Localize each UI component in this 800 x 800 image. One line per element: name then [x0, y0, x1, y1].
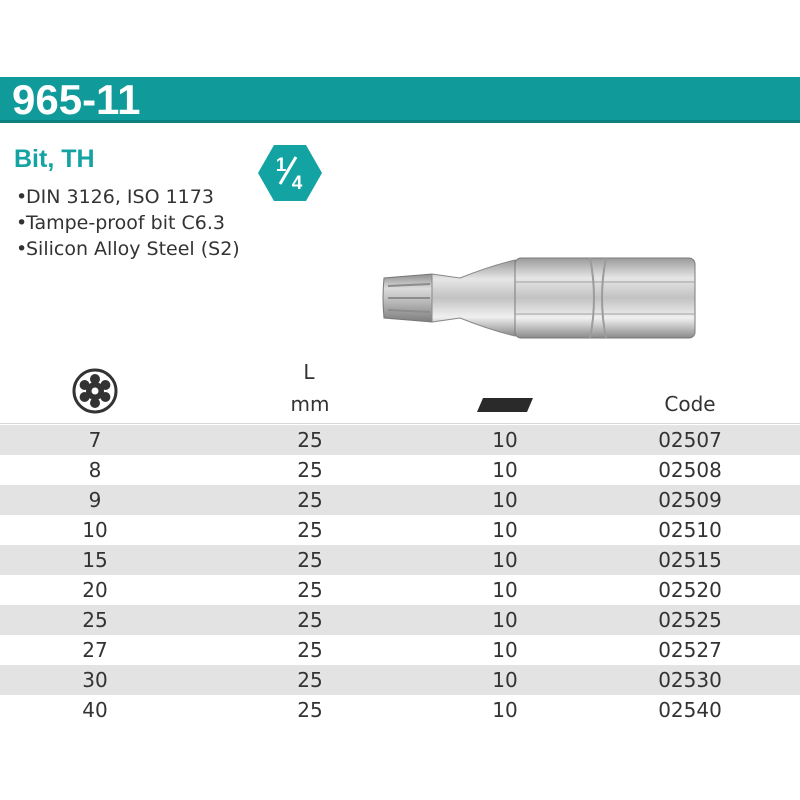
pack-cell: 10	[492, 668, 518, 692]
size-cell: 15	[82, 548, 108, 572]
length-cell: 25	[297, 608, 323, 632]
size-cell: 8	[88, 458, 102, 482]
pack-cell: 10	[492, 698, 518, 722]
code-cell: 02510	[658, 518, 722, 542]
length-cell: 25	[297, 668, 323, 692]
svg-text:1: 1	[275, 155, 287, 176]
size-cell: 40	[82, 698, 108, 722]
size-cell: 20	[82, 578, 108, 602]
table-row	[0, 695, 800, 725]
length-cell: 25	[297, 458, 323, 482]
code-cell: 02525	[658, 608, 722, 632]
feature-item: •DIN 3126, ISO 1173	[16, 186, 214, 208]
length-cell: 25	[297, 518, 323, 542]
length-cell: 25	[297, 428, 323, 452]
product-table	[0, 425, 800, 725]
size-cell: 10	[82, 518, 108, 542]
code-cell: 02520	[658, 578, 722, 602]
torx-tamperproof-icon	[72, 368, 118, 414]
model-number: 965-11	[12, 76, 141, 123]
feature-item: •Tampe-proof bit C6.3	[16, 212, 225, 234]
length-cell: 25	[297, 638, 323, 662]
header-banner	[0, 77, 800, 123]
code-cell: 02507	[658, 428, 722, 452]
pack-cell: 10	[492, 458, 518, 482]
header-divider	[0, 423, 800, 424]
code-cell: 02515	[658, 548, 722, 572]
drive-size-badge-icon	[257, 144, 323, 202]
length-header: L	[303, 360, 315, 384]
length-unit-header: mm	[290, 392, 330, 416]
product-name: Bit, TH	[14, 145, 95, 173]
pack-quantity-icon	[477, 398, 533, 412]
code-cell: 02530	[658, 668, 722, 692]
size-cell: 9	[88, 488, 102, 512]
length-cell: 25	[297, 698, 323, 722]
pack-cell: 10	[492, 578, 518, 602]
svg-text:4: 4	[291, 173, 303, 194]
pack-cell: 10	[492, 608, 518, 632]
length-cell: 25	[297, 488, 323, 512]
table-row	[0, 635, 800, 665]
code-cell: 02540	[658, 698, 722, 722]
table-row	[0, 485, 800, 515]
table-row	[0, 425, 800, 455]
code-cell: 02509	[658, 488, 722, 512]
pack-cell: 10	[492, 428, 518, 452]
code-header: Code	[664, 392, 716, 416]
table-row	[0, 605, 800, 635]
feature-item: •Silicon Alloy Steel (S2)	[16, 238, 240, 260]
size-cell: 7	[88, 428, 102, 452]
pack-cell: 10	[492, 518, 518, 542]
code-cell: 02508	[658, 458, 722, 482]
table-row	[0, 545, 800, 575]
pack-cell: 10	[492, 548, 518, 572]
size-cell: 27	[82, 638, 108, 662]
table-row	[0, 455, 800, 485]
length-cell: 25	[297, 548, 323, 572]
size-cell: 25	[82, 608, 108, 632]
torx-bit-image	[380, 248, 700, 348]
code-cell: 02527	[658, 638, 722, 662]
length-cell: 25	[297, 578, 323, 602]
table-row	[0, 515, 800, 545]
pack-cell: 10	[492, 638, 518, 662]
size-cell: 30	[82, 668, 108, 692]
pack-cell: 10	[492, 488, 518, 512]
feature-list	[16, 184, 240, 262]
table-row	[0, 575, 800, 605]
table-row	[0, 665, 800, 695]
